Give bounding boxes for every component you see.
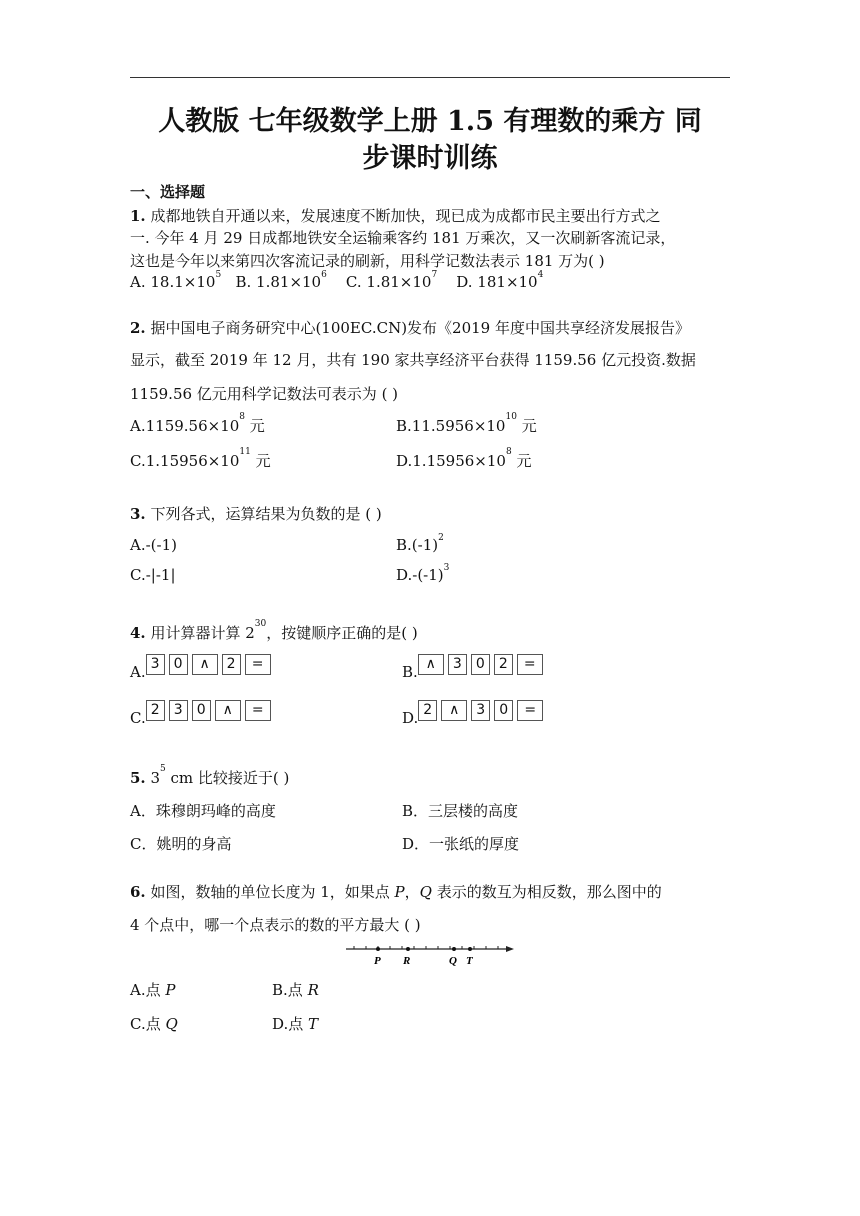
axis-arrow bbox=[506, 946, 514, 952]
calc-key: = bbox=[245, 654, 271, 675]
question-number: 3. bbox=[130, 505, 146, 523]
question-text: 4 个点中，哪一个点表示的数的平方最大 ( ) bbox=[130, 916, 421, 934]
option-c[interactable]: C．姚明的身高 bbox=[130, 835, 232, 853]
option-a[interactable]: A. $18.1\times 10^5$ bbox=[130, 270, 222, 291]
question-text: 成都地铁自开通以来，发展速度不断加快，现已成为成都市民主要出行方式之 bbox=[150, 207, 661, 225]
calc-key: 2 bbox=[494, 654, 513, 675]
option-c[interactable]: C. $1.81\times 10^7$ bbox=[345, 270, 438, 291]
page-title-line2: 步课时训练 bbox=[362, 143, 498, 174]
axis-label-q: Q bbox=[449, 955, 457, 967]
question-number: 5. bbox=[130, 769, 146, 787]
calc-key: 0 bbox=[169, 654, 188, 675]
question-text: 一. 今年 4 月 29 日成都地铁安全运输乘客约 181 万乘次，又一次刷新客流记录， bbox=[130, 229, 676, 247]
calc-key: 3 bbox=[146, 654, 165, 675]
calc-key: 0 bbox=[471, 654, 490, 675]
calc-key: ∧ bbox=[418, 654, 444, 675]
calc-key: 3 bbox=[448, 654, 467, 675]
option-c[interactable]: $C.1.15956\times 10^{11}$ 元 bbox=[130, 447, 271, 470]
option-a[interactable]: A. 3 0 ∧ 2 = bbox=[130, 660, 275, 681]
header-rule bbox=[130, 77, 730, 78]
calc-key: ∧ bbox=[441, 700, 467, 721]
question-text: 下列各式，运算结果为负数的是 ( ) bbox=[150, 505, 382, 523]
calc-key: 0 bbox=[192, 700, 211, 721]
calc-key: = bbox=[517, 654, 543, 675]
option-b[interactable]: B. $1.81\times 10^6$ bbox=[235, 270, 327, 291]
axis-label-p: P bbox=[374, 955, 381, 967]
calc-key: 2 bbox=[418, 700, 437, 721]
option-c[interactable]: C. 2 3 0 ∧ = bbox=[130, 706, 275, 727]
option-b[interactable]: B. ∧ 3 0 2 = bbox=[402, 660, 547, 681]
option-c[interactable]: C.-|-1| bbox=[130, 566, 176, 584]
option-d[interactable]: $D.1.15956\times 10^8$ 元 bbox=[396, 447, 532, 470]
option-a[interactable]: A.-(-1) bbox=[130, 536, 177, 554]
options-row bbox=[130, 270, 544, 291]
calc-key: = bbox=[245, 700, 271, 721]
question-text: 这也是今年以来第四次客流记录的刷新，用科学记数法表示 181 万为( ) bbox=[130, 252, 605, 270]
calc-key: ∧ bbox=[215, 700, 241, 721]
question-text: $3^5$ cm 比较接近于( ) bbox=[150, 764, 290, 787]
question-text: 显示，截至 2019 年 12 月，共有 190 家共享经济平台获得 1159.56 亿元投资.数据 bbox=[130, 351, 696, 369]
option-d[interactable]: D. 2 ∧ 3 0 = bbox=[402, 706, 547, 727]
option-d[interactable]: D．一张纸的厚度 bbox=[402, 835, 520, 853]
option-a[interactable]: A.点 P bbox=[130, 981, 176, 999]
question-number: 2. bbox=[130, 319, 146, 337]
option-d[interactable]: D. $181\times 10^4$ bbox=[456, 270, 544, 291]
option-b[interactable]: B.点 R bbox=[272, 981, 319, 999]
option-a[interactable]: A．珠穆朗玛峰的高度 bbox=[130, 802, 276, 820]
calc-key: 3 bbox=[471, 700, 490, 721]
option-d[interactable]: D.点 T bbox=[272, 1015, 319, 1033]
option-c[interactable]: C.点 Q bbox=[130, 1015, 178, 1033]
axis-label-r: R bbox=[403, 955, 411, 967]
option-b[interactable]: B．三层楼的高度 bbox=[402, 802, 519, 820]
calc-key: = bbox=[517, 700, 543, 721]
section-heading: 一、选择题 bbox=[130, 183, 206, 201]
calc-key: 3 bbox=[169, 700, 188, 721]
number-line-figure bbox=[344, 943, 516, 969]
axis-label-t: T bbox=[466, 955, 473, 967]
option-d[interactable]: $D.-(-1)^3$ bbox=[396, 563, 450, 584]
calc-key: 0 bbox=[494, 700, 513, 721]
option-a[interactable]: $A.1159.56\times 10^8$ 元 bbox=[130, 412, 265, 435]
question-text: 据中国电子商务研究中心(100EC.CN)发布《2019 年度中国共享经济发展报告》 bbox=[150, 319, 690, 337]
question-text: 1159.56 亿元用科学记数法可表示为 ( ) bbox=[130, 385, 399, 403]
option-b[interactable]: $B.11.5956\times 10^{10}$ 元 bbox=[396, 412, 537, 435]
calc-key: 2 bbox=[222, 654, 241, 675]
question-number: 6. bbox=[130, 883, 146, 901]
point-q bbox=[452, 947, 456, 951]
page-title-line1: 人教版 七年级数学上册 1.5 有理数的乘方 同 bbox=[158, 106, 702, 137]
option-b[interactable]: $B.(-1)^2$ bbox=[396, 533, 444, 554]
calc-key: ∧ bbox=[192, 654, 218, 675]
point-t bbox=[468, 947, 472, 951]
calc-key: 2 bbox=[146, 700, 165, 721]
point-r bbox=[406, 947, 410, 951]
question-number: 4. bbox=[130, 624, 146, 642]
point-p bbox=[376, 947, 380, 951]
question-text: 如图，数轴的单位长度为 1，如果点 P，Q 表示的数互为相反数，那么图中的 bbox=[150, 883, 662, 901]
question-number: 1. bbox=[130, 207, 146, 225]
question-text: 用计算器计算 $2^{30}$，按键顺序正确的是( ) bbox=[150, 619, 418, 642]
